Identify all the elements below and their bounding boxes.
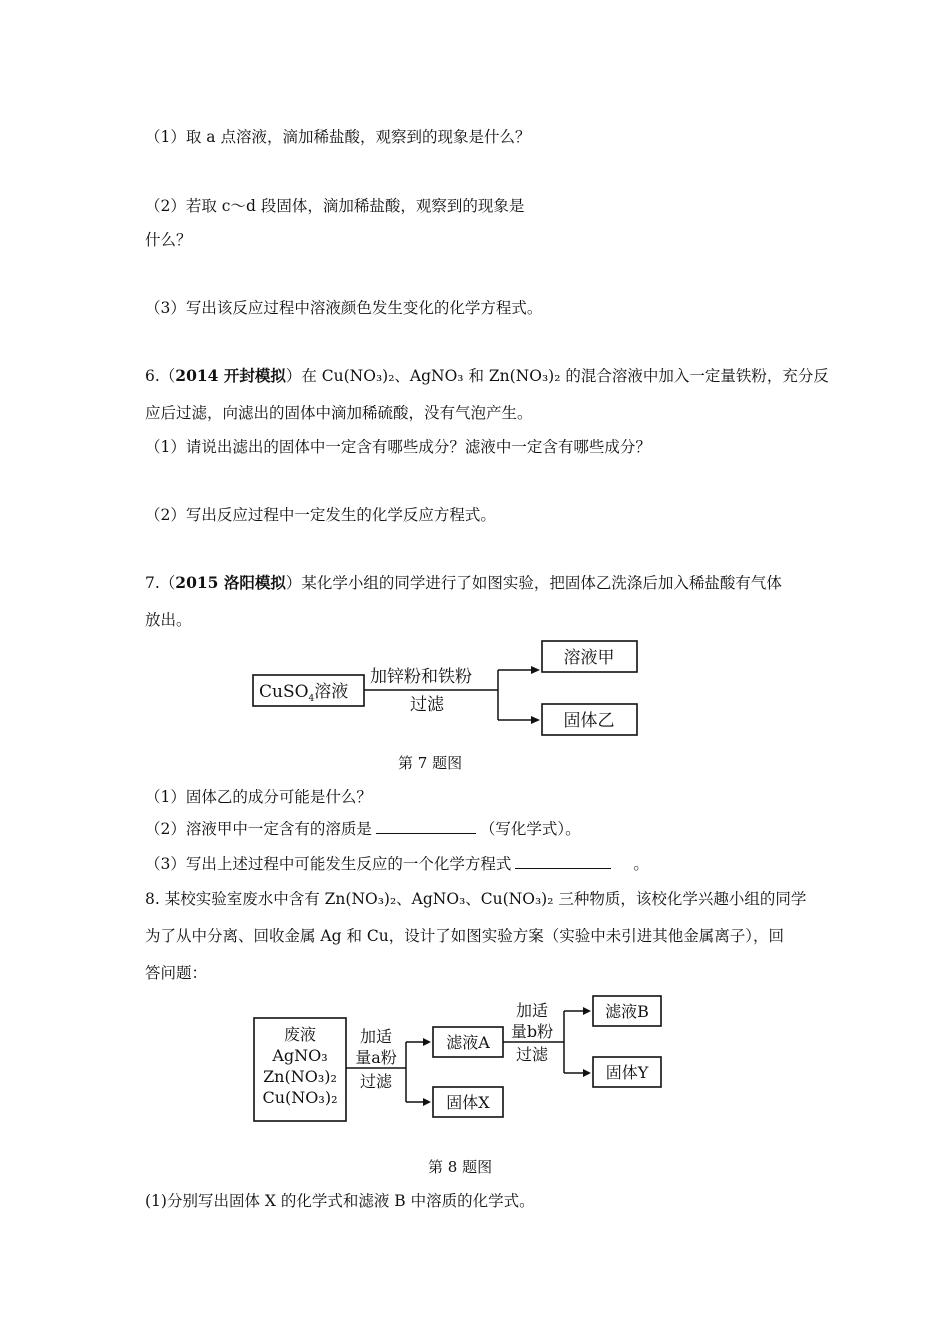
q5-part3: （3）写出该反应过程中溶液颜色发生变化的化学方程式。 [145,299,543,317]
q7-box-solution-jia-label: 溶液甲 [563,648,615,668]
q8-arrow2-label2: 量b粉 [510,1022,554,1041]
q6-line1 [145,365,829,387]
q8-arrowhead-x [423,1098,431,1106]
q8-waste-cu: Cu(NO₃)₂ [262,1088,338,1107]
q7-part2-blank[interactable] [376,819,476,834]
q7-arrowhead-top [531,666,540,674]
q7-source-tag: 2015 洛阳模拟 [175,573,286,592]
q7-arrow-top-label: 加锌粉和铁粉 [370,667,472,687]
q6-tag-close: ） [285,367,302,385]
q8-flow-diagram [250,993,670,1125]
q7-part3-suffix: 。 [633,855,649,873]
q8-solid-y-label: 固体Y [605,1063,649,1082]
q8-line1: 8. 某校实验室废水中含有 Zn(NO₃)₂、AgNO₃、Cu(NO₃)₂ 三种物质，该校化学兴趣小组的同学 [145,890,807,908]
q7-part3-text: （3）写出上述过程中可能发生反应的一个化学方程式 [145,855,512,873]
q7-part1: （1）固体乙的成分可能是什么？ [145,788,372,806]
q7-line1 [145,572,782,594]
q6-part1: （1）请说出滤出的固体中一定含有哪些成分？滤液中一定含有哪些成分？ [145,438,651,456]
q6-line2: 应后过滤，向滤出的固体中滴加稀硫酸，没有气泡产生。 [145,404,533,422]
q8-arrowhead-b [583,1007,591,1015]
q7-arrow-bottom-label: 过滤 [410,695,444,715]
q8-figure-caption: 第 8 题图 [428,1158,493,1176]
q8-arrow1-label2: 量a粉 [355,1048,397,1067]
q8-arrowhead-a [423,1038,431,1046]
q8-arrow2-label1: 加适 [515,1001,549,1020]
q8-arrowhead-y [583,1069,591,1077]
q8-solid-x-label: 固体X [446,1093,490,1112]
q7-part3-blank[interactable] [515,854,611,869]
q7-box-solid-yi-label: 固体乙 [563,711,615,731]
q8-filtrate-a-label: 滤液A [446,1033,490,1052]
q8-line2: 为了从中分离、回收金属 Ag 和 Cu，设计了如图实验方案（实验中未引进其他金属离子），回 [145,927,784,945]
q7-tag-close: ） [285,574,302,592]
q5-part2-line1: （2）若取 c～d 段固体，滴加稀盐酸，观察到的现象是 [145,197,525,215]
q6-part2: （2）写出反应过程中一定发生的化学反应方程式。 [145,506,496,524]
q7-figure-caption: 第 7 题图 [398,754,463,772]
q6-stem-text: 在 Cu(NO₃)₂、AgNO₃ 和 Zn(NO₃)₂ 的混合溶液中加入一定量铁粉，充分反 [301,367,829,385]
q7-part2 [145,818,581,840]
q7-line2: 放出。 [145,611,192,629]
q6-number: 6.（ [145,367,176,385]
q5-part2-line2: 什么？ [145,231,192,249]
q5-part1: （1）取 a 点溶液，滴加稀盐酸，观察到的现象是什么？ [145,128,531,146]
q7-part3 [145,853,649,875]
q7-stem-text: 某化学小组的同学进行了如图实验，把固体乙洗涤后加入稀盐酸有气体 [301,574,782,592]
q7-arrowhead-bottom [531,716,540,724]
q6-source-tag: 2014 开封模拟 [175,366,286,385]
q8-arrow1-label1: 加适 [359,1027,393,1046]
q8-filtrate-b-label: 滤液B [605,1002,649,1021]
q8-waste-title: 废液 [283,1025,317,1044]
q8-arrow1-label3: 过滤 [359,1072,393,1091]
q8-waste-zn: Zn(NO₃)₂ [263,1067,337,1086]
q8-part1: (1)分别写出固体 X 的化学式和滤液 B 中溶质的化学式。 [145,1192,535,1210]
q7-box-cuso4-label: CuSO$_4$溶液 [259,682,349,704]
q8-line3: 答问题： [145,964,208,982]
q7-flow-diagram [250,636,650,742]
q7-part2-text: （2）溶液甲中一定含有的溶质是 [145,820,372,838]
q8-waste-agno3: AgNO₃ [272,1046,328,1065]
q7-number: 7.（ [145,574,176,592]
q8-arrow2-label3: 过滤 [515,1045,549,1064]
q7-part2-suffix: （写化学式）。 [479,820,581,838]
